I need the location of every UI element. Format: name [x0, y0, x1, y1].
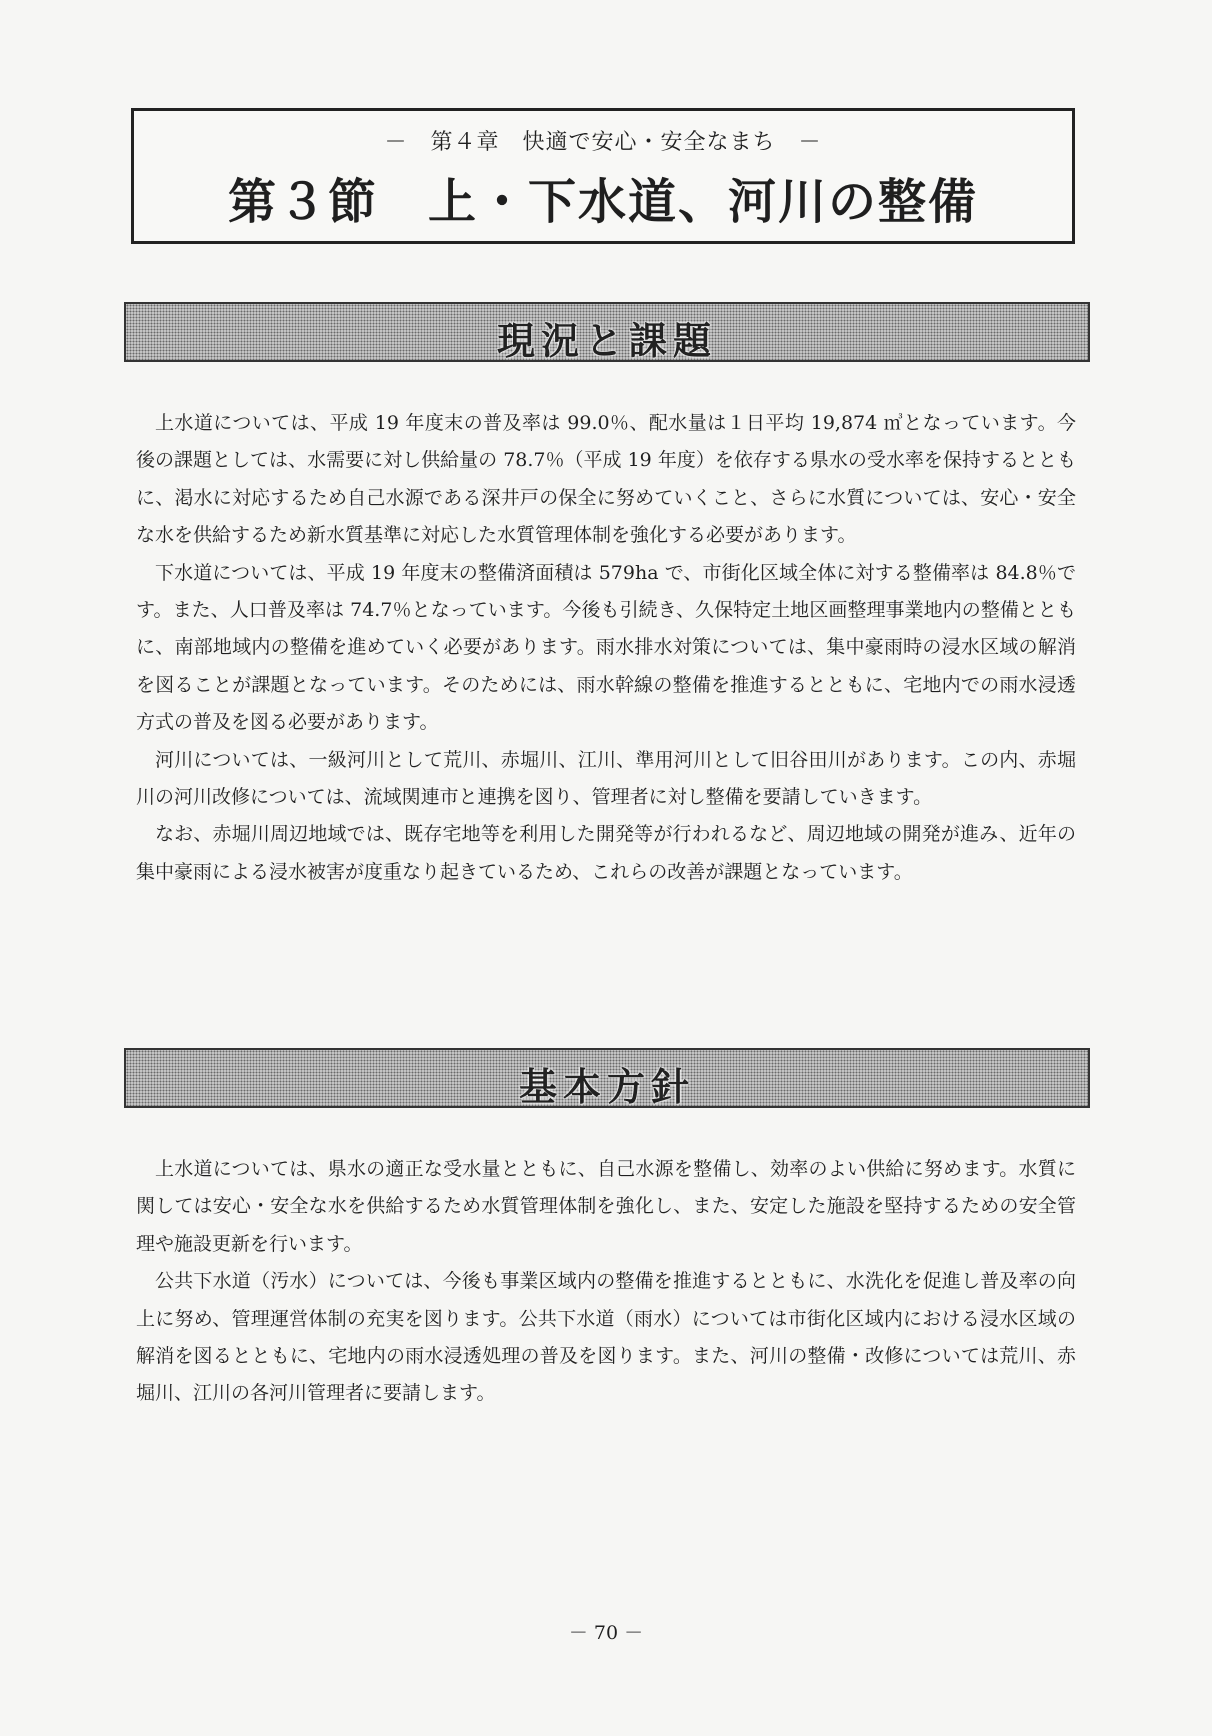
page-number: － 70 － [568, 1622, 644, 1644]
section-title: 第３節 上・下水道、河川の整備 [227, 174, 978, 230]
current-status-body [136, 405, 1076, 891]
basic-policy-body [136, 1151, 1076, 1413]
paragraph: 上水道については、県水の適正な受水量とともに、自己水源を整備し、効率のよい供給に努めます。水質に関しては安心・安全な水を供給するため水質管理体制を強化し、また、安定した施設を堅持するための安全管理や施設更新を行います。 [136, 1158, 1076, 1255]
chapter-heading: － 第４章 快適で安心・安全なまち － [384, 130, 822, 155]
section-heading-band-basic-policy [124, 1048, 1090, 1108]
section-heading-basic-policy: 基本方針 [518, 1065, 695, 1109]
section-heading-band-current-status [124, 302, 1090, 362]
paragraph: 河川については、一級河川として荒川、赤堀川、江川、準用河川として旧谷田川があります。この内、赤堀川の河川改修については、流域関連市と連携を図り、管理者に対し整備を要請していきます。 [136, 748, 1076, 809]
paragraph: なお、赤堀川周辺地域では、既存宅地等を利用した開発等が行われるなど、周辺地域の開発が進み、近年の集中豪雨による浸水被害が度重なり起きているため、これらの改善が課題となっています。 [136, 823, 1076, 883]
title-box [131, 108, 1075, 244]
section-heading-current-status: 現況と課題 [496, 319, 717, 363]
paragraph: 下水道については、平成 19 年度末の整備済面積は 579ha で、市街化区域全体に対する整備率は 84.8％です。また、人口普及率は 74.7％となっています。今後も引続き、久保特定土地区画整理事業地内の整備とともに、南部地域内の整備を進めていく必要があります。雨水排水対策については、集中豪雨時の浸水区域の解消を図ることが課題となっています。そのためには、雨水幹線の整備を推進するとともに、宅地内での雨水浸透方式の普及を図る必要があります。 [136, 561, 1076, 734]
paragraph: 上水道については、平成 19 年度末の普及率は 99.0％、配水量は１日平均 19,874 ㎥となっています。今後の課題としては、水需要に対し供給量の 78.7％（平成 19 年度）を依存する県水の受水率を保持するとともに、渇水に対応するため自己水源である深井戸の保全に努めていくこと、さらに水質については、安心・安全な水を供給するため新水質基準に対応した水質管理体制を強化する必要があります。 [136, 412, 1076, 547]
paragraph: 公共下水道（汚水）については、今後も事業区域内の整備を推進するとともに、水洗化を促進し普及率の向上に努め、管理運営体制の充実を図ります。公共下水道（雨水）については市街化区域内における浸水区域の解消を図るとともに、宅地内の雨水浸透処理の普及を図ります。また、河川の整備・改修については荒川、赤堀川、江川の各河川管理者に要請します。 [136, 1270, 1076, 1405]
